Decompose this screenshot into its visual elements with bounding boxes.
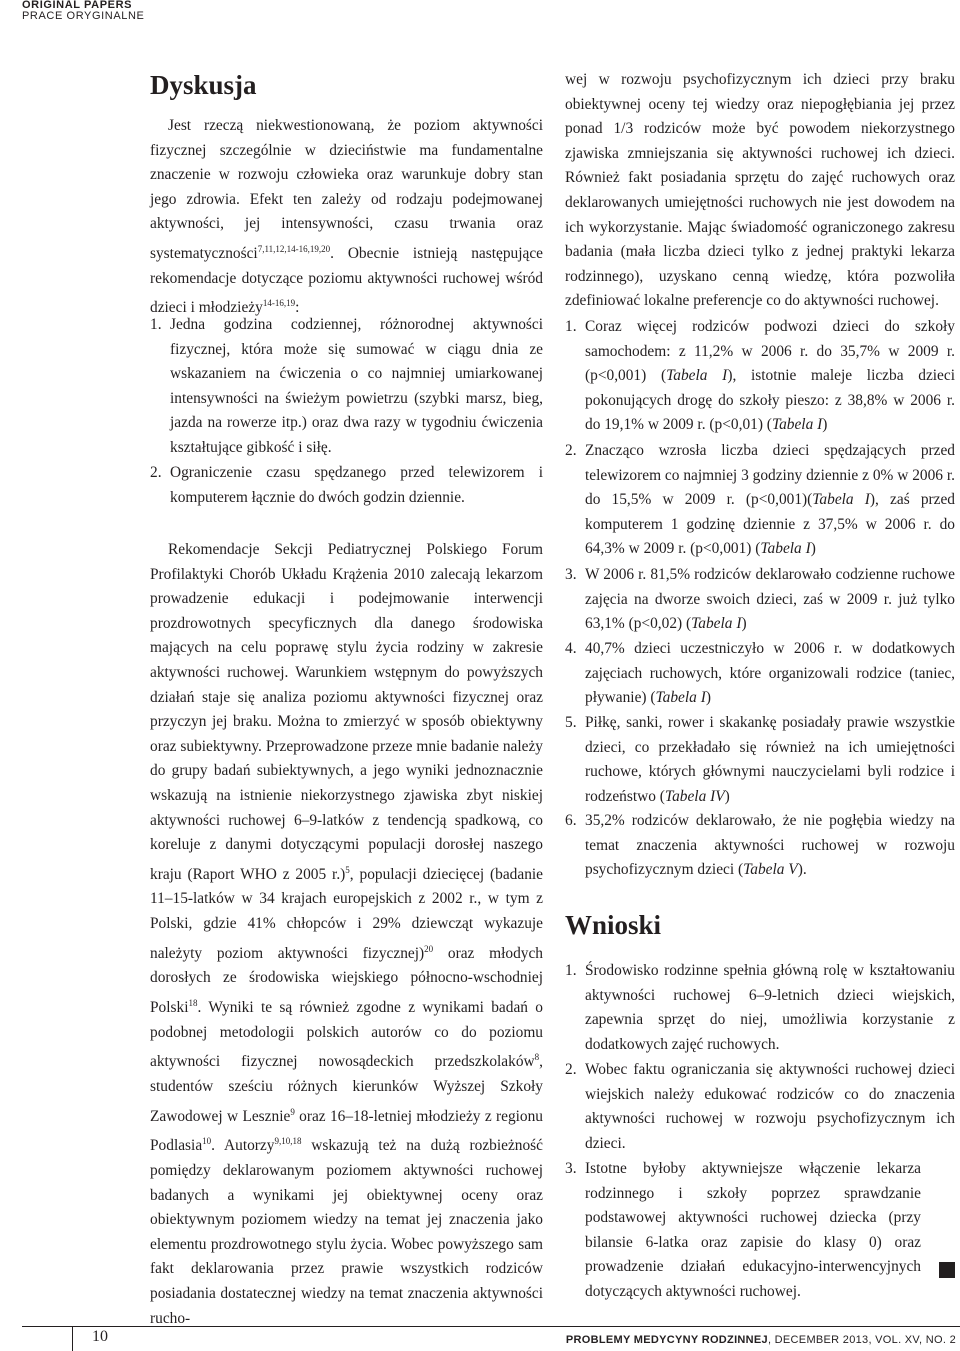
running-header <box>22 0 144 22</box>
footer-rule <box>72 1326 960 1327</box>
finding-item-4 <box>565 637 955 711</box>
footer-rule-divider <box>72 1326 73 1351</box>
article-end-square-icon <box>939 1262 955 1278</box>
list-text: 35,2% rodziców deklarowało, że nie pogłębia wiedzy na temat znaczenia aktywności ruchowej w rozwoju psychofizycznym dzieci (Tabela V). <box>585 812 955 879</box>
list-number: 2. <box>565 442 577 459</box>
footer-rule-left <box>22 1326 72 1327</box>
list-text: Coraz więcej rodziców podwozi dzieci do szkoły samochodem: z 11,2% w 2006 r. do 35,7% w 2009 r. (p<0,001) (Tabela I), istotnie maleje liczba dzieci pokonujących drogę do szkoły pieszo: z 38,8% w 2006 r. do 19,1% w 2009 r. (p<0,01) (Tabela I) <box>585 318 955 434</box>
conclusion-item-1 <box>565 959 955 1057</box>
list-text: Istotne byłoby aktywniejsze włączenie lekarza rodzinnego i szkoły poprzez sprawdzanie podstawowej aktywności ruchowej dziecka (przy bilansie 6-latka oraz zapisie do klasy 0) oraz prowadzenie działań edukacyjno-interwencyjnych dotyczących aktywności ruchowej. <box>585 1160 921 1300</box>
list-number: 1. <box>565 318 577 335</box>
header-section-en: ORIGINAL PAPERS <box>22 0 133 11</box>
recommendation-item-1 <box>150 313 543 461</box>
list-text: Piłkę, sanki, rower i skakankę posiadały prawie wszystkie dzieci, co przekładało się również na ich umiejętności ruchowe, których głównymi nauczycielami byli rodzice i rodzeństwo (Tabela IV) <box>585 714 955 805</box>
list-number: 2. <box>150 464 162 481</box>
journal-name: PROBLEMY MEDYCYNY RODZINNEJ <box>565 1334 768 1346</box>
conclusion-item-2 <box>565 1058 955 1156</box>
finding-item-2 <box>565 439 955 562</box>
list-text: W 2006 r. 81,5% rodziców deklarowało codzienne ruchowe zajęcia na dworze swoich dzieci, zaś w 2009 r. już tylko 63,1% (p<0,02) (Tabela I) <box>585 566 955 633</box>
list-text: 40,7% dzieci uczestniczyło w 2006 r. w dodatkowych zajęciach ruchowych, które organizowali rodzice (taniec, pływanie) (Tabela I) <box>585 640 955 707</box>
list-text: Ograniczenie czasu spędzanego przed telewizorem i komputerem łącznie do dwóch godzin dziennie. <box>170 464 543 506</box>
header-section-pl: PRACE ORYGINALNE <box>22 10 145 22</box>
conclusion-item-3 <box>565 1157 955 1305</box>
finding-item-1 <box>565 315 955 438</box>
journal-citation <box>566 1334 956 1346</box>
list-text: Jedna godzina codziennej, różnorodnej aktywności fizycznej, która może się sumować w ciągu dnia ze wskazaniem na ćwiczenia o co najmniej umiarkowanej intensywności na świeżym powietrzu (szybki marsz, bieg, jazda na rowerze itp.) oraz dwa razy w tygodniu ćwiczenia kształtujące gibkość i siłę. <box>170 316 543 456</box>
list-number: 3. <box>565 566 577 583</box>
discussion-paragraph-1: Jest rzeczą niekwestionowaną, że poziom aktywności fizycznej szczególnie w dzieciństwie ma fundamentalne znaczenie w rozwoju człowieka oraz warunkuje dobry stan jego zdrowia. Efekt ten zależy od rodzaju podejmowanej aktywności, jej intensywności, czasu trwania oraz systematyczności$^{7,11,12,14-16,19,20}$. Obecnie istnieją następujące rekomendacje dotyczące poziomu aktywności ruchowej wśród dzieci i młodzieży$^{14-16,19}$: <box>150 117 543 317</box>
list-number: 6. <box>565 812 577 829</box>
finding-item-6 <box>565 809 955 883</box>
discussion-paragraph-2: Rekomendacje Sekcji Pediatrycznej Polskiego Forum Profilaktyki Chorób Układu Krążenia 2010 zalecają lekarzom prowadzenie edukacji i podejmowanie interwencji prozdrowotnych specyficznych dla danego środowiska mających na celu poprawę stylu życia rodziny w zakresie aktywności ruchowej. Warunkiem wstępnym do powyższych działań staje się analiza poziomu aktywności fizycznej oraz przyczyn jej braku. Można to zmierzyć w sposób obiektywny oraz subiektywny. Przeprowadzone przeze mnie badanie należy do grupy badań subiektywnych, a jego wyniki jednoznacznie wskazują na istnienie niekorzystnego zjawiska zbyt niskiej aktywności ruchowej 6–9-latków z tendencją spadkową, co koreluje z danymi dotyczącymi populacji dorosłej naszego kraju (Raport WHO z 2005 r.)$^5$, populacji dziecięcej (badanie 11–15-latków w 34 krajach europejskich z 2002 r., w tym z Polski, gdzie 41% chłopców i 29% dziewcząt wykazuje należyty poziom aktywności fizycznej)$^{20}$ oraz młodych dorosłych ze środowiska wiejskiego północno-wschodniej Polski$^{18}$. Wyniki te są również zgodne z wynikami badań o podobnej metodologii polskich autorów co do poziomu aktywności fizycznej nowosądeckich przedszkolaków$^8$, studentów sześciu różnych kierunków Wyższej Szkoły Zawodowej w Lesznie$^9$ oraz 16–18-letniej młodzieży z regionu Podlasia$^{10}$. Autorzy$^{9,10,18}$ wskazują też na dużą rozbieżność pomiędzy deklarowanym poziomem aktywności ruchowej badanych a wynikami jej obiektywnej oceny oraz obiektywnym poziomem wiedzy na temat jej znaczenia jako elementu prozdrowotnego stylu życia. Wobec powyższego sam fakt deklarowania przez prawie wszystkich rodziców posiadania dostatecznej wiedzy na temat znaczenia aktywności rucho- <box>150 541 543 1327</box>
recommendation-item-2 <box>150 461 543 510</box>
section-heading-conclusions: Wnioski <box>565 910 662 940</box>
page-number: 10 <box>92 1328 108 1345</box>
journal-issue: , DECEMBER 2013, VOL. XV, NO. 2 <box>767 1334 956 1346</box>
discussion-paragraph-continued: wej w rozwoju psychofizycznym ich dzieci przy braku obiektywnej oceny tej wiedzy oraz niepogłębiania jej przez ponad 1/3 rodziców może być powodem niekorzystnego zjawiska zmniejszania się aktywności ruchowej ich dzieci. Również fakt posiadania sprzętu do zajęć ruchowych oraz deklarowanych umiejętności ruchowych nie jest dowodem na ich wykorzystanie. Mając świadomość ograniczonego zakresu badania (mała liczba dzieci tylko z jednej praktyki lekarza rodzinnego), uzyskano cenną wiedzę, która pozwoliła zdefiniować lokalne preferencje co do aktywności ruchowej. <box>565 71 955 310</box>
finding-item-5 <box>565 711 955 809</box>
list-number: 3. <box>565 1160 577 1177</box>
list-number: 4. <box>565 640 577 657</box>
finding-item-3 <box>565 563 955 637</box>
list-number: 1. <box>565 962 577 979</box>
list-text: Wobec faktu ograniczania się aktywności ruchowej dzieci wiejskich należy edukować rodziców co do znaczenia aktywności ruchowej w rozwoju psychofizycznym ich dzieci. <box>585 1061 955 1152</box>
section-heading-discussion: Dyskusja <box>150 70 257 100</box>
list-number: 5. <box>565 714 577 731</box>
list-text: Znacząco wzrosła liczba dzieci spędzających przed telewizorem co najmniej 3 godziny dziennie z 0% w 2006 r. do 15,5% w 2009 r. (p<0,001)(Tabela I), zaś przed komputerem 1 godzinę dziennie z 37,5% w 2006 r. do 64,3% w 2009 r. (p<0,001) (Tabela I) <box>585 442 956 558</box>
list-text: Środowisko rodzinne spełnia główną rolę w kształtowaniu aktywności ruchowej 6–9-letnich dzieci wiejskich, zapewnia sprzęt do niej, umożliwia korzystanie z dodatkowych zajęć ruchowych. <box>585 962 955 1053</box>
list-number: 2. <box>565 1061 577 1078</box>
list-number: 1. <box>150 316 162 333</box>
